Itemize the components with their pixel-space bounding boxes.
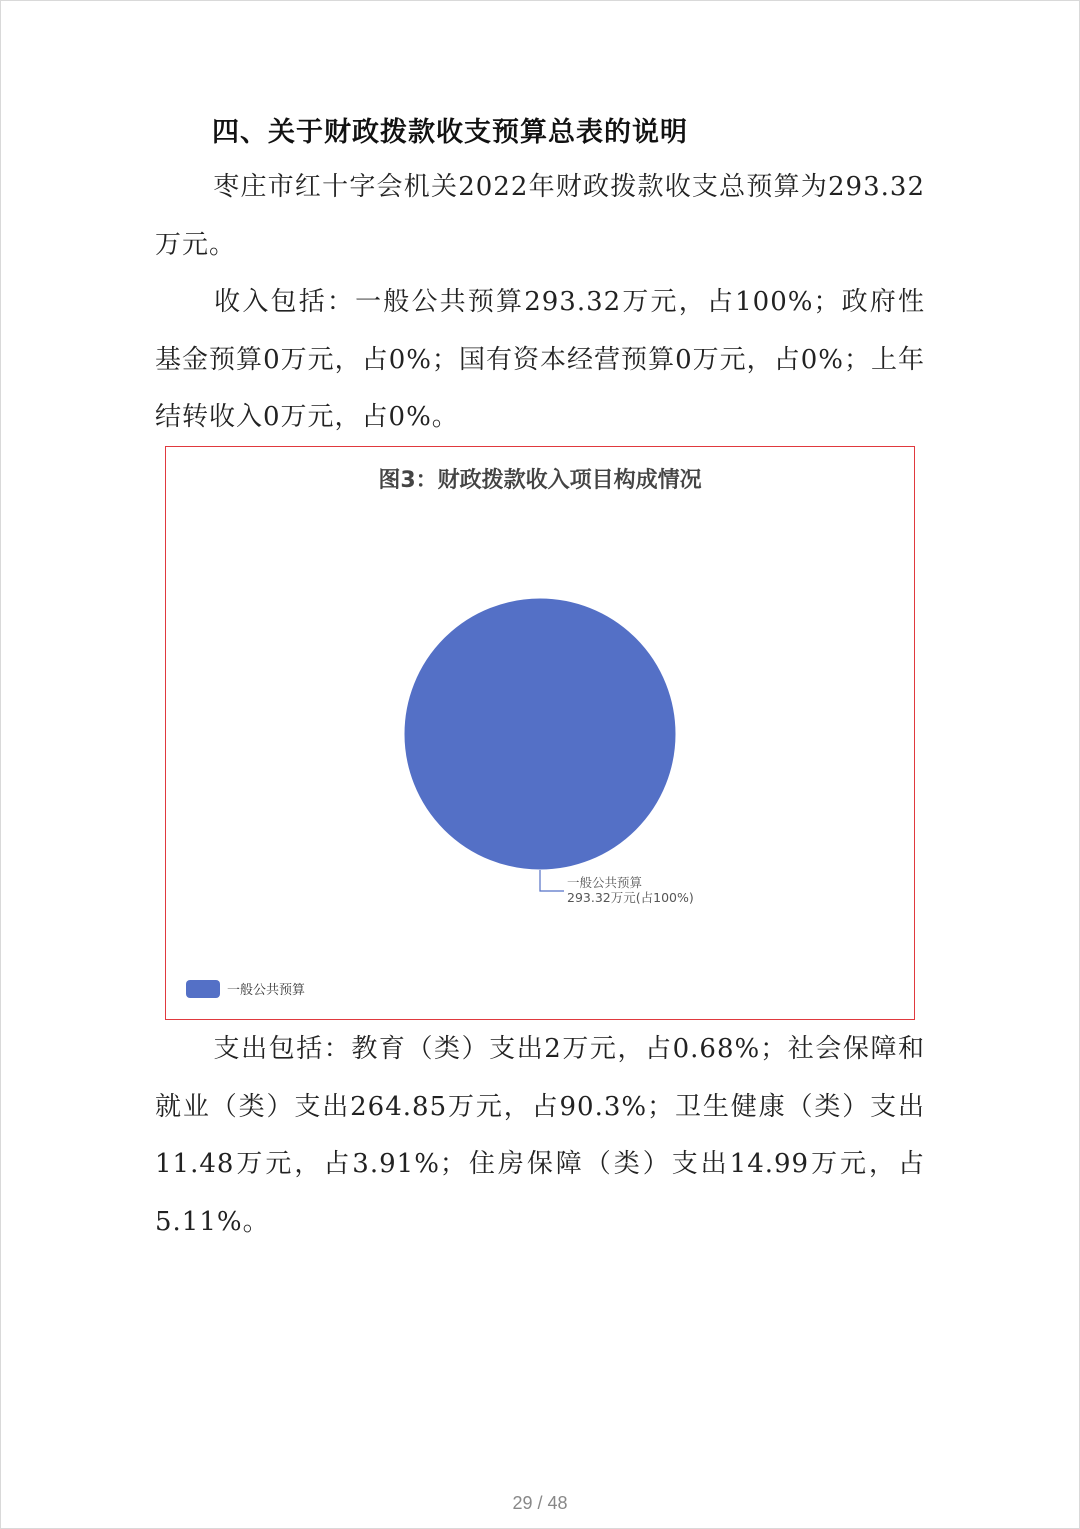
- pie-slice-label-name: 一般公共预算: [567, 875, 643, 890]
- chart-legend[interactable]: [186, 979, 305, 998]
- legend-label: 一般公共预算: [227, 983, 306, 998]
- pie-slice-label-value: 293.32万元(占100%): [567, 890, 694, 905]
- income-pie-chart: [165, 446, 915, 1020]
- expenditure-paragraph: [155, 1021, 925, 1251]
- pie-slice[interactable]: [404, 598, 676, 870]
- page-number: 29 / 48: [512, 1493, 568, 1513]
- legend-swatch: [186, 980, 220, 998]
- pie-label-leader-line: [540, 870, 564, 891]
- expenditure-text: 支出包括：教育（类）支出2万元，占0.68%；社会保障和就业（类）支出264.85万元，占90.3%；卫生健康（类）支出11.48万元，占3.91%；住房保障（类）支出14.99万元，占5.11%。: [155, 1034, 925, 1237]
- total-budget-text: 枣庄市红十字会机关2022年财政拨款收支总预算为293.32万元。: [155, 172, 925, 260]
- total-budget-paragraph: [155, 159, 925, 274]
- chart-title: 图3：财政拨款收入项目构成情况: [378, 468, 702, 493]
- income-text: 收入包括：一般公共预算293.32万元，占100%；政府性基金预算0万元，占0%；国有资本经营预算0万元，占0%；上年结转收入0万元，占0%。: [155, 287, 925, 432]
- income-paragraph: [155, 274, 925, 447]
- pie-chart-canvas: [166, 447, 916, 1021]
- section-heading: 四、关于财政拨款收支预算总表的说明: [212, 117, 688, 148]
